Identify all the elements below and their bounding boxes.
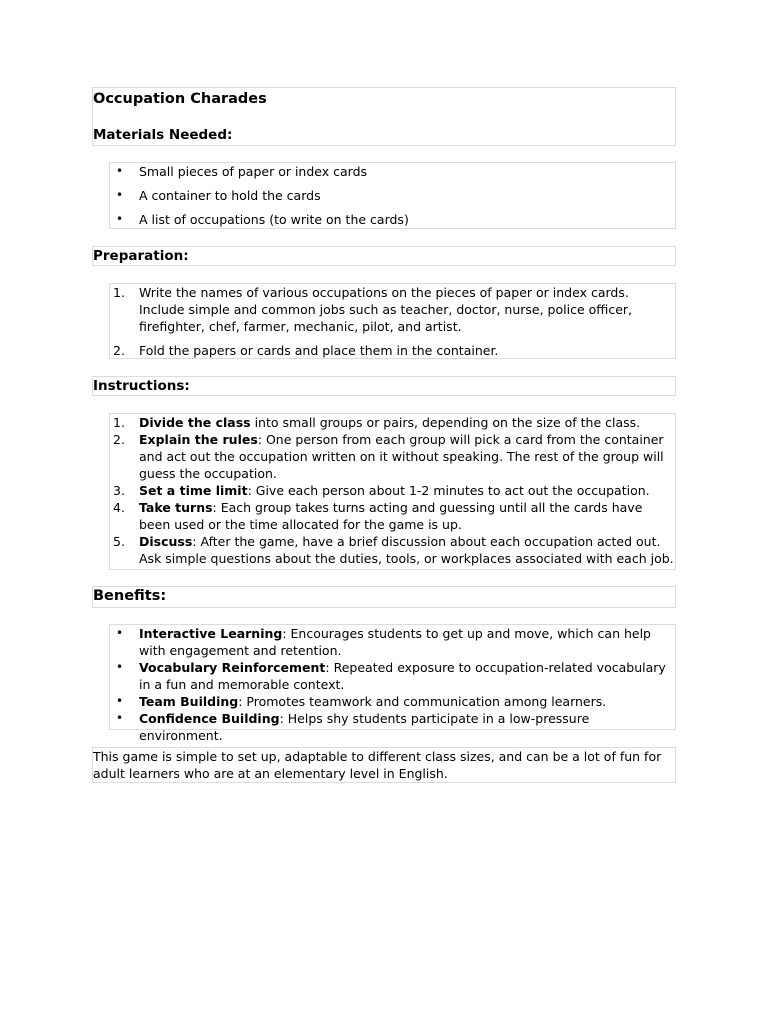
instructions-list-box [109, 413, 676, 570]
materials-item: • A container to hold the cards [110, 187, 675, 204]
instruction-step [110, 499, 675, 533]
step-number: 2. [113, 432, 125, 447]
step-text: : One person from each group will pick a card from the container and act out the occupation written on it without speaking. The rest of the group will guess the occupation. [139, 432, 664, 481]
preparation-step [110, 342, 675, 359]
materials-list-box [109, 162, 676, 229]
benefit-item [110, 625, 675, 659]
preparation-heading-box [92, 246, 676, 266]
benefits-heading: Benefits: [93, 588, 167, 604]
step-text: Write the names of various occupations on the pieces of paper or index cards. Include simple and common jobs such as teacher, doctor, nurse, police officer, firefighter, chef, farmer, mechanic, pilot, and artist. [139, 285, 633, 334]
step-number: 2. [113, 343, 125, 358]
step-bold: Set a time limit [139, 483, 248, 498]
instructions-heading-box [92, 376, 676, 396]
materials-item: • A list of occupations (to write on the cards) [110, 211, 675, 228]
benefit-text: : Encourages students to get up and move, which can help with engagement and retention. [139, 626, 651, 658]
step-number: 5. [113, 534, 125, 549]
instructions-heading: Instructions: [93, 378, 190, 394]
benefit-bold: Interactive Learning [139, 626, 283, 641]
step-number: 1. [113, 415, 125, 430]
materials-heading: Materials Needed: [93, 127, 233, 143]
preparation-list [110, 284, 675, 359]
step-text: : After the game, have a brief discussion about each occupation acted out. Ask simple questions about the duties, tools, or workplaces associated with each job. [139, 534, 674, 566]
benefit-text: : Repeated exposure to occupation-related vocabulary in a fun and memorable context. [139, 660, 666, 692]
preparation-step [110, 284, 675, 335]
instruction-step [110, 482, 675, 499]
benefit-bold: Vocabulary Reinforcement [139, 660, 326, 675]
instruction-step [110, 533, 675, 567]
benefit-item [110, 659, 675, 693]
preparation-heading: Preparation: [93, 248, 189, 264]
benefit-text: : Promotes teamwork and communication among learners. [238, 694, 607, 709]
preparation-list-box [109, 283, 676, 359]
benefits-list [110, 625, 675, 744]
benefit-text: : Helps shy students participate in a low-pressure environment. [139, 711, 590, 743]
benefit-bold: Team Building [139, 694, 239, 709]
benefits-heading-box [92, 586, 676, 608]
materials-item: • Small pieces of paper or index cards [110, 163, 675, 180]
step-bold: Explain the rules [139, 432, 258, 447]
step-text: into small groups or pairs, depending on the size of the class. [250, 415, 641, 430]
instructions-list [110, 414, 675, 567]
materials-list [110, 163, 675, 228]
closing-paragraph: This game is simple to set up, adaptable to different class sizes, and can be a lot of fun for adult learners who are at an elementary level in English. [93, 749, 662, 781]
title-block [92, 87, 676, 146]
benefit-item [110, 710, 675, 744]
step-text: : Each group takes turns acting and guessing until all the cards have been used or the time allocated for the game is up. [139, 500, 643, 532]
instruction-step [110, 414, 675, 431]
step-number: 1. [113, 285, 125, 300]
benefit-bold: Confidence Building [139, 711, 280, 726]
step-bold: Divide the class [139, 415, 251, 430]
step-text: : Give each person about 1-2 minutes to act out the occupation. [247, 483, 650, 498]
step-bold: Discuss [139, 534, 193, 549]
step-number: 4. [113, 500, 125, 515]
benefits-list-box [109, 624, 676, 743]
step-text: Fold the papers or cards and place them in the container. [139, 343, 499, 358]
benefit-item [110, 693, 675, 710]
step-number: 3. [113, 483, 125, 498]
closing-box [92, 747, 676, 783]
document-title: Occupation Charades [93, 91, 267, 107]
step-bold: Take turns [139, 500, 213, 515]
instruction-step [110, 431, 675, 482]
